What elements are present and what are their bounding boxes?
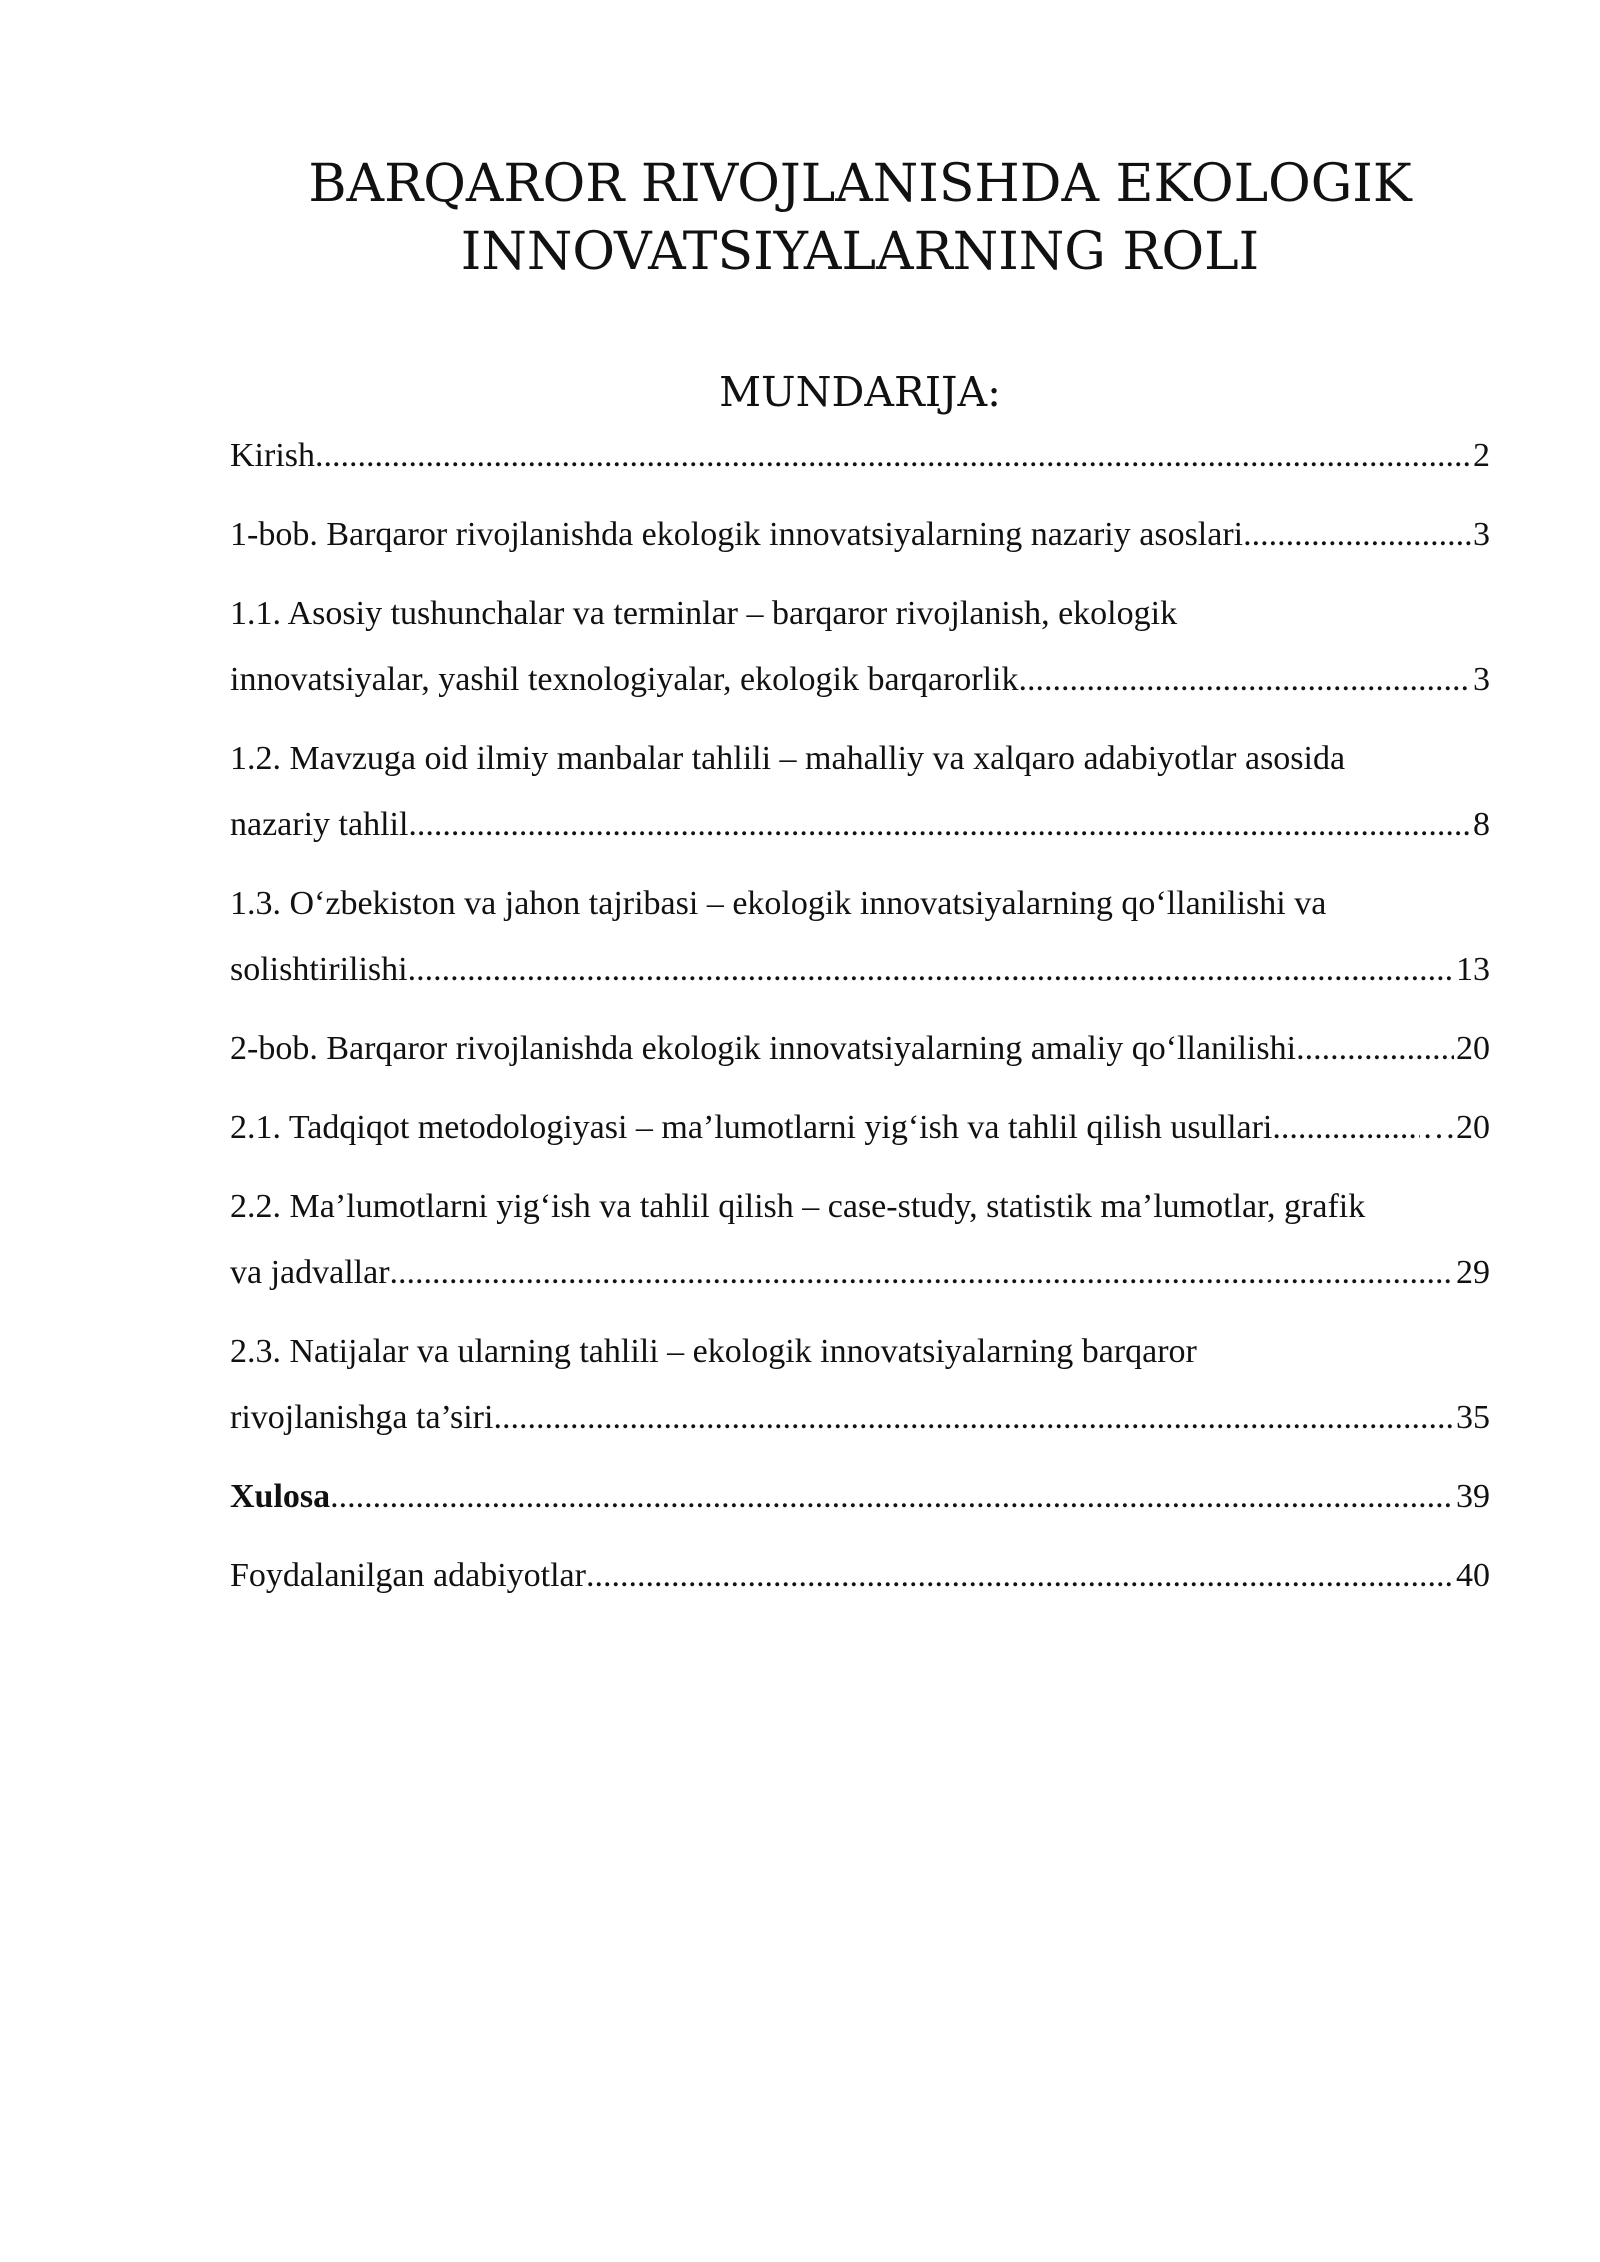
toc-dot-leader <box>315 423 1471 489</box>
toc-entry-title-first-line: 1.2. Mavzuga oid ilmiy manbalar tahlili – mahalliy va xalqaro adabiyotlar asosida <box>230 740 1346 777</box>
toc-entry-references[interactable] <box>230 1543 1490 1609</box>
toc-entry-title-first-line: 1.1. Asosiy tushunchalar va terminlar – barqaror rivojlanish, ekologik <box>230 595 1178 632</box>
toc-page-number: 3 <box>1473 661 1490 698</box>
toc-entry-kirish[interactable] <box>230 423 1490 489</box>
toc-dot-leader <box>1019 647 1471 713</box>
table-of-contents <box>230 423 1490 1622</box>
document-title-line-2: INNOVATSIYALARNING ROLI <box>460 222 1260 282</box>
toc-dot-leader <box>493 1385 1454 1451</box>
toc-dot-leader <box>390 1240 1454 1306</box>
toc-entry-title-first-line: 2.2. Ma’lumotlarni yig‘ish va tahlil qilish – case-study, statistik ma’lumotlar, grafik <box>230 1188 1366 1225</box>
toc-page-number: 29 <box>1456 1254 1490 1291</box>
toc-entry-xulosa[interactable] <box>230 1464 1490 1530</box>
toc-entry-chapter-2[interactable] <box>230 1016 1490 1082</box>
toc-entry-chapter-1[interactable] <box>230 502 1490 568</box>
toc-entry-title: 2.1. Tadqiqot metodologiyasi – ma’lumotlarni yig‘ish va tahlil qilish usullari. <box>230 1109 1281 1146</box>
toc-entry-title-first-line: 2.3. Natijalar va ularning tahlili – ekologik innovatsiyalarning barqaror <box>230 1333 1197 1370</box>
toc-entry-title: solishtirilishi <box>230 951 408 988</box>
toc-page-number: …20 <box>1422 1109 1490 1146</box>
document-title-line-1: BARQAROR RIVOJLANISHDA EKOLOGIK <box>308 154 1412 214</box>
toc-entry-title: nazariy tahlil <box>230 806 409 843</box>
toc-entry-section-2-3[interactable] <box>230 1319 1490 1451</box>
toc-dot-leader <box>330 1464 1454 1530</box>
toc-entry-section-1-3[interactable] <box>230 871 1490 1003</box>
toc-entry-title: 2-bob. Barqaror rivojlanishda ekologik innovatsiyalarning amaliy qo‘llanilishi <box>230 1030 1297 1067</box>
toc-dot-leader <box>586 1543 1454 1609</box>
toc-entry-title-first-line: 1.3. O‘zbekiston va jahon tajribasi – ekologik innovatsiyalarning qo‘llanilishi va <box>230 885 1327 922</box>
toc-entry-section-1-1[interactable] <box>230 581 1490 713</box>
toc-page-number: 8 <box>1473 806 1490 843</box>
toc-page-number: 2 <box>1473 437 1490 474</box>
toc-entry-title: Xulosa <box>230 1478 331 1515</box>
toc-page-number: 39 <box>1456 1478 1490 1515</box>
toc-dot-leader <box>1296 1016 1454 1082</box>
toc-page-number: 20 <box>1456 1030 1490 1067</box>
toc-entry-title: innovatsiyalar, yashil texnologiyalar, ekologik barqarorlik <box>230 661 1019 698</box>
toc-page-number: 35 <box>1456 1399 1490 1436</box>
toc-page-number: 13 <box>1456 951 1490 988</box>
toc-entry-title: 1-bob. Barqaror rivojlanishda ekologik innovatsiyalarning nazariy asoslari <box>230 516 1244 553</box>
toc-dot-leader <box>408 937 1454 1003</box>
toc-dot-leader <box>408 792 1471 858</box>
toc-entry-title: rivojlanishga ta’siri <box>230 1399 494 1436</box>
toc-entry-title: Kirish <box>230 437 315 474</box>
toc-entry-title: Foydalanilgan adabiyotlar <box>230 1557 586 1594</box>
table-of-contents-heading: MUNDARIJA: <box>719 368 1001 416</box>
toc-entry-section-2-2[interactable] <box>230 1174 1490 1306</box>
toc-entry-section-2-1[interactable] <box>230 1095 1490 1161</box>
toc-entry-section-1-2[interactable] <box>230 726 1490 858</box>
toc-dot-leader <box>1243 502 1471 568</box>
toc-page-number: 3 <box>1473 516 1490 553</box>
toc-dot-leader <box>1281 1095 1420 1161</box>
toc-page-number: 40 <box>1456 1557 1490 1594</box>
toc-entry-title: va jadvallar <box>230 1254 390 1291</box>
document-title <box>230 150 1490 286</box>
